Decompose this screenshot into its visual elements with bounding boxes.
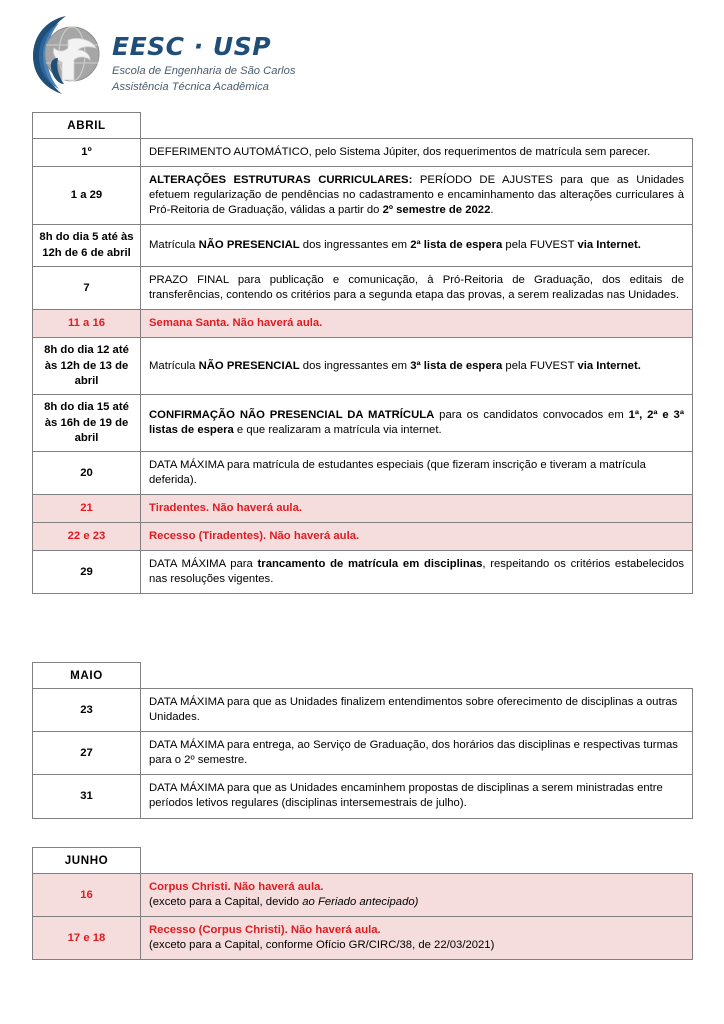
description-cell: [141, 395, 693, 452]
description-cell: [141, 874, 693, 917]
description-cell: [141, 139, 693, 167]
text-segment: NÃO PRESENCIAL: [198, 359, 300, 372]
month-name: JUNHO: [33, 848, 141, 874]
description-cell: [141, 267, 693, 310]
date-cell: 23: [33, 689, 141, 732]
text-segment: via Internet.: [577, 359, 641, 372]
month-name: ABRIL: [33, 113, 141, 139]
table-row: [33, 310, 693, 338]
description-cell: [141, 775, 693, 818]
text-segment: DATA MÁXIMA para que as Unidades finalizem entendimentos sobre oferecimento de disciplinas a outras Unidades.: [149, 696, 678, 724]
table-row: [33, 551, 693, 594]
text-segment: CONFIRMAÇÃO NÃO PRESENCIAL DA MATRÍCULA: [149, 409, 435, 422]
text-segment: 1ª, 2ª e 3ª listas de espera: [149, 409, 685, 437]
text-segment: 3ª lista de espera: [410, 359, 503, 372]
date-cell: 1º: [33, 139, 141, 167]
table-row: [33, 139, 693, 167]
description-cell: [141, 225, 693, 267]
text-segment: Recesso (Corpus Christi). Não haverá aula.: [149, 924, 381, 937]
text-segment: .: [490, 204, 494, 217]
table-row: [33, 395, 693, 452]
date-cell: 29: [33, 551, 141, 594]
text-segment: pela FUVEST: [502, 359, 578, 372]
table-row: [33, 338, 693, 395]
text-segment: NÃO PRESENCIAL: [198, 239, 300, 252]
date-cell: 27: [33, 732, 141, 775]
text-segment: via Internet.: [577, 239, 641, 252]
text-segment: , respeitando os critérios estabelecidos nas resoluções vigentes.: [149, 558, 685, 586]
text-segment: e que realizaram a matrícula via internet.: [233, 424, 442, 437]
month-table-junho: [32, 847, 693, 960]
description-cell: [141, 338, 693, 395]
date-cell: 17 e 18: [33, 917, 141, 960]
date-cell: 7: [33, 267, 141, 310]
date-cell: 21: [33, 495, 141, 523]
month-header-spacer: [141, 663, 693, 689]
date-cell: 22 e 23: [33, 523, 141, 551]
logo-subtitle-line1: Escola de Engenharia de São Carlos: [112, 65, 296, 77]
text-segment: dos ingressantes em: [299, 359, 411, 372]
text-segment: DATA MÁXIMA para: [149, 558, 258, 571]
text-segment: ao Feriado antecipado): [302, 896, 419, 909]
date-cell: 31: [33, 775, 141, 818]
date-cell: 8h do dia 15 até às 16h de 19 de abril: [33, 395, 141, 452]
description-cell: [141, 523, 693, 551]
month-table-abril: [32, 112, 693, 594]
text-segment: DATA MÁXIMA para matrícula de estudantes especiais (que fizeram inscrição e tiveram a matrícula deferida).: [149, 459, 646, 487]
text-segment: Semana Santa. Não haverá aula.: [149, 317, 323, 330]
text-segment: Matrícula: [149, 239, 199, 252]
description-cell: [141, 495, 693, 523]
month-name: MAIO: [33, 663, 141, 689]
date-cell: 11 a 16: [33, 310, 141, 338]
table-row: [33, 495, 693, 523]
table-row: [33, 452, 693, 495]
text-segment: PERÍODO DE AJUSTES para que as Unidades efetuem regularização de pendências no cadastramento e encaminhamento das alterações curriculares à Pró-Reitoria de Graduação, válidas a partir do: [149, 174, 684, 217]
text-segment: Tiradentes. Não haverá aula.: [149, 502, 302, 515]
month-header-row: [33, 113, 693, 139]
text-segment: (exceto para a Capital, devido: [149, 896, 303, 909]
logo-emblem-icon: [32, 14, 106, 98]
description-cell: [141, 310, 693, 338]
month-table-maio: [32, 662, 693, 819]
month-header-row: [33, 848, 693, 874]
text-segment: DEFERIMENTO AUTOMÁTICO, pelo Sistema Júpiter, dos requerimentos de matrícula sem parecer.: [149, 146, 651, 159]
description-cell: [141, 689, 693, 732]
table-row: [33, 874, 693, 917]
table-row: [33, 523, 693, 551]
text-segment: pela FUVEST: [502, 239, 578, 252]
description-cell: [141, 452, 693, 495]
description-cell: [141, 167, 693, 225]
text-segment: Matrícula: [149, 359, 199, 372]
date-cell: 20: [33, 452, 141, 495]
text-segment: DATA MÁXIMA para entrega, ao Serviço de Graduação, dos horários das disciplinas e respectivas turmas para o 2º semestre.: [149, 739, 678, 767]
text-segment: DATA MÁXIMA para que as Unidades encaminhem propostas de disciplinas a serem ministradas entre períodos letivos regulares (disciplinas intersemestrais de julho).: [149, 782, 663, 810]
eesc-usp-logo-mark: [32, 14, 106, 98]
document-header: [32, 14, 432, 106]
logo-title: EESC · USP: [112, 32, 272, 61]
table-row: [33, 775, 693, 818]
date-cell: 16: [33, 874, 141, 917]
month-header-spacer: [141, 113, 693, 139]
table-row: [33, 689, 693, 732]
text-segment: Recesso (Tiradentes). Não haverá aula.: [149, 530, 360, 543]
text-segment: 2ª lista de espera: [410, 239, 503, 252]
text-segment: ALTERAÇÕES ESTRUTURAS CURRICULARES:: [149, 174, 413, 187]
table-row: [33, 917, 693, 960]
month-header-spacer: [141, 848, 693, 874]
date-cell: 1 a 29: [33, 167, 141, 225]
month-header-row: [33, 663, 693, 689]
description-cell: [141, 551, 693, 594]
text-segment: Corpus Christi. Não haverá aula.: [149, 881, 324, 894]
text-segment: dos ingressantes em: [299, 239, 411, 252]
date-cell: 8h do dia 12 até às 12h de 13 de abril: [33, 338, 141, 395]
table-row: [33, 167, 693, 225]
description-cell: [141, 732, 693, 775]
logo-wordmark: [112, 14, 295, 95]
date-cell: 8h do dia 5 até às 12h de 6 de abril: [33, 225, 141, 267]
text-segment: 2º semestre de 2022: [382, 204, 491, 217]
table-row: [33, 267, 693, 310]
table-row: [33, 732, 693, 775]
table-row: [33, 225, 693, 267]
text-segment: PRAZO FINAL para publicação e comunicação, à Pró-Reitoria de Graduação, dos editais de transferências, contendo os critérios para a segunda etapa das provas, a serem realizadas nas Unidades.: [149, 274, 684, 302]
description-cell: [141, 917, 693, 960]
text-segment: (exceto para a Capital, conforme Ofício GR/CIRC/38, de 22/03/2021): [149, 939, 495, 952]
text-segment: trancamento de matrícula em disciplinas: [257, 558, 483, 571]
text-segment: para os candidatos convocados em: [434, 409, 629, 422]
logo-subtitle-line2: Assistência Técnica Acadêmica: [112, 80, 269, 93]
